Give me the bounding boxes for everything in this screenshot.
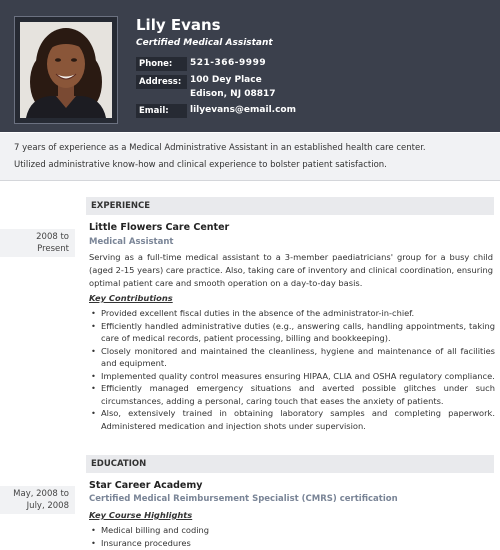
key-contributions-heading: Key Contributions — [89, 293, 173, 303]
experience-position: Medical Assistant — [89, 237, 174, 247]
experience-organization: Little Flowers Care Center — [89, 222, 230, 233]
candidate-role: Certified Medical Assistant — [136, 38, 273, 48]
experience-dates — [0, 229, 75, 257]
education-date-start: May, 2008 to — [13, 489, 69, 499]
address-label: Address: — [136, 75, 187, 89]
list-item: • Also, extensively trained in obtaining laboratory samples and completing paperwork. Administered medication and injection shots under supervision. — [89, 407, 495, 432]
email-label: Email: — [136, 104, 187, 118]
list-item: • Medical billing and coding — [89, 524, 495, 537]
list-item: • Insurance procedures — [89, 537, 495, 550]
list-item: • Efficiently handled administrative duties (e.g., answering calls, handling appointments, taking care of medical records, patient processing, billing and bookkeeping). — [89, 320, 495, 345]
key-contributions-list — [89, 307, 495, 432]
summary-section — [0, 133, 500, 181]
summary-line-2: Utilized administrative know-how and clinical experience to bolster patient satisfaction. — [14, 160, 387, 170]
experience-date-end: Present — [37, 244, 69, 254]
address-line1: 100 Dey Place — [190, 75, 262, 85]
list-item: • Provided excellent fiscal duties in the absence of the administrator-in-chief. — [89, 307, 495, 320]
education-date-end: July, 2008 — [26, 501, 69, 511]
profile-photo-illustration — [20, 22, 112, 118]
education-credential: Certified Medical Reimbursement Specialist (CMRS) certification — [89, 494, 398, 504]
experience-description: Serving as a full-time medical assistant to a 3-member paediatricians' group for a busy child (aged 2-15 years) care practice. Also, taking care of inventory and clinical coordination, ensuring optimal patient care and smooth operation on a day-to-day basis. — [89, 252, 493, 288]
experience-section-title: EXPERIENCE — [86, 197, 494, 215]
phone-value: 521-366-9999 — [190, 58, 267, 68]
course-highlights-list — [89, 524, 495, 549]
profile-photo-frame — [14, 16, 118, 124]
education-dates — [0, 486, 75, 514]
email-value: lilyevans@email.com — [190, 105, 296, 115]
list-item: • Closely monitored and maintained the cleanliness, hygiene and maintenance of all facilities and equipment. — [89, 345, 495, 370]
list-item: • Implemented quality control measures ensuring HIPAA, CLIA and OSHA regulatory compliance. — [89, 370, 495, 383]
address-line2: Edison, NJ 08817 — [190, 89, 276, 99]
experience-date-start: 2008 to — [36, 232, 69, 242]
phone-label: Phone: — [136, 57, 187, 71]
summary-line-1: 7 years of experience as a Medical Administrative Assistant in an established health care center. — [14, 143, 426, 153]
candidate-name: Lily Evans — [136, 16, 221, 34]
profile-photo — [20, 22, 112, 118]
resume-header — [0, 0, 500, 132]
key-course-highlights-heading: Key Course Highlights — [89, 510, 193, 520]
education-organization: Star Career Academy — [89, 480, 203, 491]
education-section-title: EDUCATION — [86, 455, 494, 473]
list-item: • Efficiently managed emergency situations and averted possible glitches under such circumstances, adding a personal, caring touch that eases the anxiety of patients. — [89, 382, 495, 407]
